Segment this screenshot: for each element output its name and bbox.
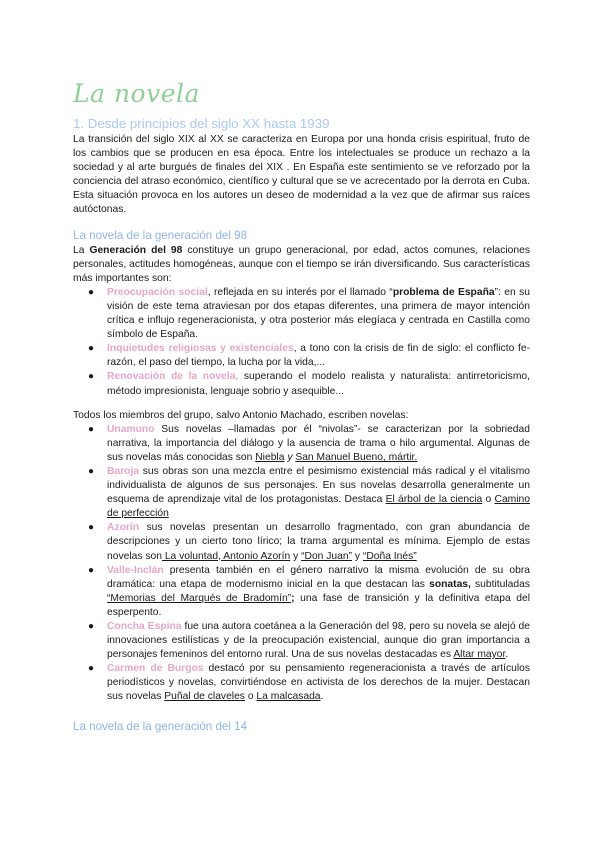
work-title: La malcasada (256, 691, 321, 703)
bullet-icon: ● (88, 286, 95, 298)
bullet-icon: ● (88, 343, 95, 355)
bullet-icon: ● (88, 522, 95, 534)
author-name: Carmen de Burgos (107, 663, 204, 675)
bullet-icon: ● (88, 465, 95, 477)
work-title: “Doña Inés” (362, 550, 417, 562)
list-item-baroja: ● Baroja sus obras son una mezcla entre el pesimismo existencial más radical y el vitalismo individualista de algunos de sus personajes. En sus novelas desarrolla generalmente un esquema de aprendizaje vital de los protagonistas. Destaca El árbol de la ciencia o Camino de perfección (88, 465, 530, 520)
members-intro: Todos los miembros del grupo, salvo Antonio Machado, escriben novelas: (73, 409, 409, 421)
document-page (73, 78, 530, 735)
work-title: Altar mayor (453, 649, 506, 661)
list-item: ● Renovación de la novela, superando el modelo realista y naturalista: antirretoricismo, método impresionista, lenguaje sobrio y asequible... (88, 371, 530, 397)
list-item-azorin: ● Azorín sus novelas presentan un desarrollo fragmentado, con gran abundancia de descripciones y un cierto tono lírico; la trama argumental es mínima. Ejemplo de estas novelas son La voluntad, Antonio Azorín y “Don Juan” y “Doña Inés” (88, 522, 530, 562)
author-name: Valle-Inclán (107, 564, 164, 576)
list-item-valle-inclan: ● Valle-Inclán presenta también en el género narrativo la misma evolución de su obra dramática: una etapa de modernismo inicial en la que destacan las sonatas, subtituladas “Memorias del Marqués de Bradomín”; una fase de transición y la definitiva etapa del esperpento. (88, 564, 530, 618)
bullet-icon: ● (88, 621, 95, 632)
section-heading-generacion-98: La novela de la generación del 98 (73, 228, 248, 242)
bullet-icon: ● (88, 423, 95, 435)
work-title: Camino de perfección (107, 494, 530, 520)
author-name: Azorín (107, 522, 140, 534)
characteristics-list (73, 286, 530, 399)
authors-list (73, 423, 530, 705)
list-item: ● Preocupación social, reflejada en su interés por el llamado “problema de España”: en su visión de este tema atraviesan por dos etapas diferentes, una primera de mayor intención crítica e influjo regeneracionista, y otra posterior más elegíaca y centrada en Castilla como símbolo de España. (88, 286, 530, 341)
bullet-icon: ● (88, 663, 95, 675)
list-item-carmen-de-burgos: ● Carmen de Burgos destacó por su pensamiento regeneracionista a través de artículos periodísticos y novelas, convirtiéndose en activista de los derechos de la mujer. Destacan sus novelas Puñal de claveles o La malcasada. (88, 663, 530, 703)
generacion-98-intro: La Generación del 98 constituye un grupo generacional, por edad, actos comunes, relaciones personales, actitudes homogéneas, aunque con el tiempo se irán diversificando. Sus características más importantes son: (73, 244, 530, 284)
author-name: Unamuno (107, 423, 155, 435)
work-title: La voluntad, Antonio Azorín (161, 550, 291, 562)
document-title: La novela (73, 79, 200, 108)
section-heading-generacion-14: La novela de la generación del 14 (73, 719, 248, 733)
bullet-icon: ● (88, 564, 95, 576)
bullet-icon: ● (88, 371, 95, 383)
section-1-paragraph: La transición del siglo XIX al XX se caracteriza en Europa por una honda crisis espiritual, fruto de los cambios que se producen en esa época. Entre los intelectuales se produce un rechazo a la sociedad y al arte burgués de finales del XIX . En España este sentimiento se ve reforzado por la conciencia del atraso económico, científico y cultural que se ve acrecentado por la derrota en Cuba. Esta situación provoca en los autores un deseo de modernidad a la vez que de afirmar sus raíces autóctonas. (73, 134, 530, 216)
work-title: “Memorias del Marqués de Bradomín” (107, 592, 292, 604)
list-item: ● Inquietudes religiosas y existenciales, a tono con la crisis de fin de siglo: el conflicto fe-razón, el paso del tiempo, la lucha por la vida,... (88, 343, 531, 369)
list-item-concha-espina: ● Concha Espina fue una autora coetánea a la Generación del 98, pero su novela se alejó de innovaciones estilísticas y de la preocupación existencial, aunque dio gran importancia a personajes femeninos del entorno rural. Una de sus novelas destacadas es Altar mayor. (88, 621, 530, 661)
author-name: Concha Espina (107, 621, 182, 632)
list-item-unamuno: ● Unamuno Sus novelas –llamadas por él “nivolas”- se caracterizan por la sobriedad narrativa, la importancia del diálogo y la ausencia de trama o hilo argumental. Algunas de sus novelas más conocidas son Niebla y San Manuel Bueno, mártir. (88, 423, 530, 463)
work-title: Puñal de claveles (164, 691, 245, 703)
work-title: El árbol de la ciencia (385, 494, 483, 506)
work-title: “Don Juan” (301, 550, 353, 562)
section-heading-1: 1. Desde principios del siglo XX hasta 1939 (73, 116, 330, 131)
author-name: Baroja (107, 465, 140, 477)
work-title: Niebla (255, 451, 285, 463)
work-title: San Manuel Bueno, mártir. (295, 451, 418, 463)
